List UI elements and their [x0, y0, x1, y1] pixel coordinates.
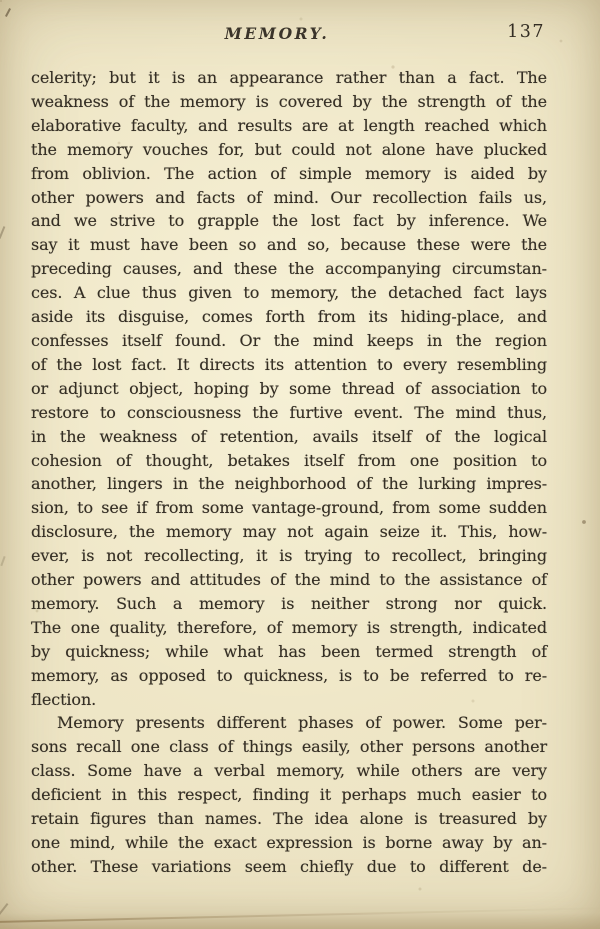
text-line: or adjunct object, hoping by some thread of association to: [31, 378, 547, 398]
text-line: preceding causes, and these the accompanying circumstan-: [31, 259, 547, 279]
text-line: memory. Such a memory is neither strong nor quick.: [31, 593, 547, 613]
text-line: weakness of the memory is covered by the strength of the: [31, 91, 547, 111]
running-head: [31, 24, 547, 50]
text-line: sion, to see if from some vantage-ground, from some sudden: [31, 498, 547, 518]
text-line: confesses itself found. Or the mind keeps in the region: [31, 330, 547, 350]
text-line: another, lingers in the neighborhood of the lurking impres-: [31, 474, 547, 494]
text-line: of the lost fact. It directs its attention to every resembling: [31, 354, 547, 374]
text-line: and we strive to grapple the lost fact by inference. We: [31, 211, 547, 231]
text-line: other powers and attitudes of the mind to the assistance of: [31, 570, 547, 590]
scan-artifact-mark: [0, 226, 5, 239]
text-line: sons recall one class of things easily, other persons another: [31, 737, 547, 757]
text-line: elaborative faculty, and results are at length reached which: [31, 115, 547, 135]
text-line: disclosure, the memory may not again seize it. This, how-: [31, 522, 547, 542]
text-line: restore to consciousness the furtive event. The mind thus,: [31, 402, 547, 422]
text-line: memory, as opposed to quickness, is to be referred to re-: [31, 665, 547, 685]
text-line: other. These variations seem chiefly due to different de-: [31, 856, 547, 876]
scan-artifact-mark: [5, 8, 11, 17]
text-line: ever, is not recollecting, it is trying to recollect, bringing: [31, 546, 547, 566]
running-head-title: MEMORY.: [224, 24, 330, 43]
text-line: in the weakness of retention, avails itself of the logical: [31, 426, 547, 446]
text-line: one mind, while the exact expression is borne away by an-: [31, 833, 547, 852]
text-line: say it must have been so and so, because these were the: [31, 235, 547, 255]
text-line: the memory vouches for, but could not alone have plucked: [31, 139, 547, 159]
page-number: 137: [507, 22, 545, 42]
text-line: cohesion of thought, betakes itself from one position to: [31, 450, 547, 470]
scan-artifact-mark: [0, 556, 5, 566]
paper-specks: [0, 0, 2, 2]
text-block: [31, 66, 547, 879]
text-line: celerity; but it is an appearance rather than a fact. The: [31, 68, 547, 87]
text-line: class. Some have a verbal memory, while others are very: [31, 761, 547, 781]
text-line: retain figures than names. The idea alone is treasured by: [31, 809, 547, 829]
text-line: Memory presents different phases of power. Some per-: [57, 713, 547, 733]
text-line: by quickness; while what has been termed strength of: [31, 641, 547, 661]
paragraph: [31, 711, 547, 878]
text-line: flection.: [31, 689, 97, 709]
text-line: The one quality, therefore, of memory is strength, indicated: [31, 617, 547, 637]
text-line: from oblivion. The action of simple memory is aided by: [31, 163, 547, 183]
page-bottom-shade: [0, 913, 600, 929]
text-line: deficient in this respect, finding it perhaps much easier to: [31, 785, 547, 805]
text-line: aside its disguise, comes forth from its hiding-place, and: [31, 307, 547, 327]
text-line: ces. A clue thus given to memory, the detached fact lays: [31, 283, 547, 303]
paragraph: [31, 66, 547, 711]
text-line: other powers and facts of mind. Our recollection fails us,: [31, 187, 547, 207]
